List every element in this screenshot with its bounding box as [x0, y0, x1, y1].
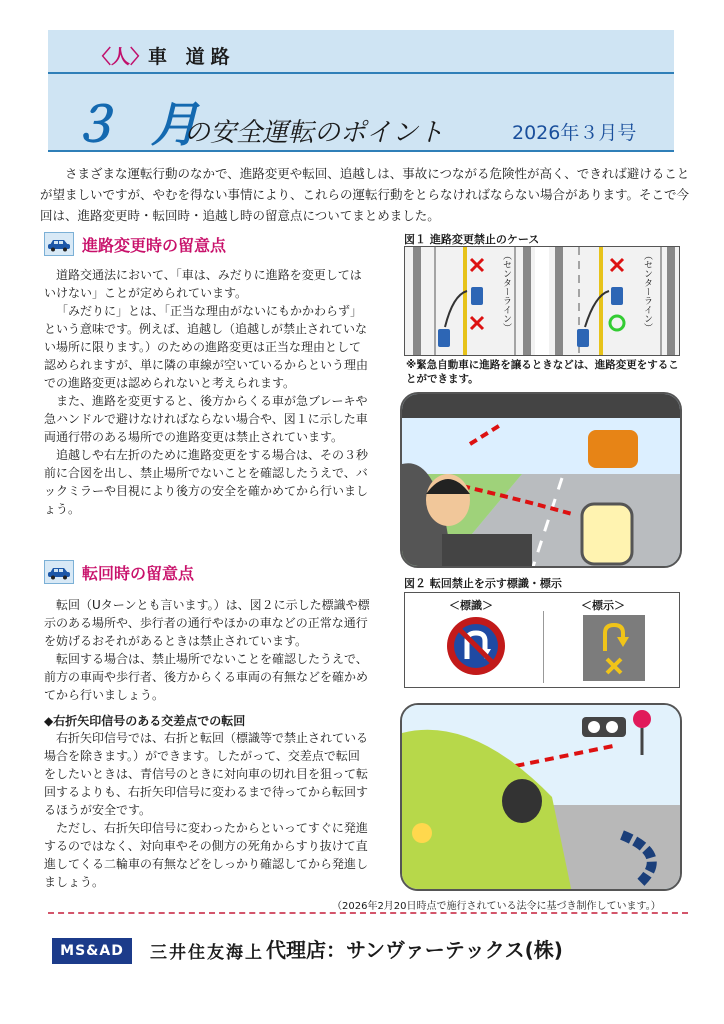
road-marking-panel: [583, 615, 645, 681]
figure1-note: ※緊急自動車に進路を譲るときなどは、進路変更をすることができます。: [406, 359, 679, 385]
section-u-turn: [44, 560, 370, 891]
sign-label: ＜標識＞: [449, 599, 493, 612]
car-icon: [44, 232, 74, 256]
paragraph: ただし、右折矢印信号に変わったからといってすぐに発進するのではなく、対向車やその側方の死角からすり抜けて直進してくる二輪車の有無などをしっかり確認してから発進しましょう。: [44, 821, 369, 889]
section-title: 転回時の留意点: [82, 563, 195, 583]
section-heading: [44, 560, 370, 584]
paragraph: 「みだりに」とは、「正当な理由がないにもかかわらず」という意味です。例えば、追越し（追越しが禁止されていない場所に限ります。）のための進路変更は正当な理由として認められますが、単に隣の車線が空いているからという理由での進路変更は認められないと考えられます。: [44, 304, 369, 390]
section-heading: [44, 232, 370, 256]
section-title: 進路変更時の留意点: [82, 235, 227, 255]
issue-label: 2026年３月号: [512, 122, 637, 144]
header-title: の安全運転のポイント: [184, 118, 445, 148]
company-name: 三井住友海上: [150, 943, 264, 963]
figure1-caption: 図１ 進路変更禁止のケース: [404, 233, 540, 246]
figure2-caption: 図２ 転回禁止を示す標識・標示: [404, 577, 562, 590]
paragraph: 道路交通法において、「車は、みだりに進路を変更してはいけない」ことが定められています。: [44, 268, 362, 300]
u-turn-marking-icon: [583, 615, 645, 681]
header-tag: 〈人〉: [92, 46, 150, 68]
header-divider: [48, 72, 674, 74]
header-month: ３ 月: [70, 97, 207, 153]
intro-paragraph: さまざまな運転行動のなかで、進路変更や転回、追越しは、事故につながる危険性が高く、できれば避けることが望ましいですが、やむを得ない事情により、これらの運転行動をとらなければならない場合があります。そこで今回は、進路変更時・転回時・追越し時の留意点についてまとめました。: [40, 166, 690, 223]
paragraph: また、進路を変更すると、後方からくる車が急ブレーキや急ハンドルで避けなければならない場合や、図１に示した車両通行帯のある場所での進路変更は禁止されています。: [44, 394, 368, 444]
footer-divider: [48, 912, 688, 914]
figure1-diagram: [404, 246, 680, 356]
figure2-diagram: [404, 592, 680, 688]
section-lane-change: [44, 232, 370, 518]
center-line-label: （センターライン）: [642, 251, 652, 332]
car-icon: [44, 560, 74, 584]
msad-logo: MS&AD: [52, 938, 132, 964]
u-turn-illustration: [400, 703, 682, 891]
paragraph: 転回する場合は、禁止場所でないことを確認したうえで、前方の車両や歩行者、後方からくる車両の有無などを確かめてから行いましょう。: [44, 652, 369, 702]
paragraph: 転回（Uターンとも言います。）は、図２に示した標識や標示のある場所や、歩行者の通行やほかの車などの正常な通行を妨げるおそれがあるときは禁止されています。: [44, 598, 370, 648]
section-body: [44, 596, 370, 891]
header-tag-text: 車 道路: [148, 46, 236, 68]
lane-change-illustration: [400, 392, 682, 568]
footnote: （2026年2月20日時点で施行されている法令に基づき制作しています。）: [332, 901, 661, 912]
subheading: ◆右折矢印信号のある交差点での転回: [44, 714, 246, 728]
marking-label: ＜標示＞: [581, 599, 625, 612]
section-body: [44, 266, 370, 518]
paragraph: 追越しや右左折のために進路変更をする場合は、その３秒前に合図を出し、禁止場所でないことを確認したうえで、バックミラーや目視により後方の安全を確かめてから行いましょう。: [44, 448, 369, 516]
center-line-label: （センターライン）: [501, 251, 511, 332]
agent-name: 代理店：サンヴァーテックス(株): [266, 938, 563, 962]
paragraph: 右折矢印信号では、右折と転回（標識等で禁止されている場合を除きます。）ができます。したがって、交差点で転回をしたいときは、青信号のときに対向車の切れ目を狙って転回するよりも、右折矢印信号に変わるまで待ってから転回するほうが安全です。: [44, 731, 369, 817]
no-u-turn-sign-icon: [445, 615, 507, 677]
